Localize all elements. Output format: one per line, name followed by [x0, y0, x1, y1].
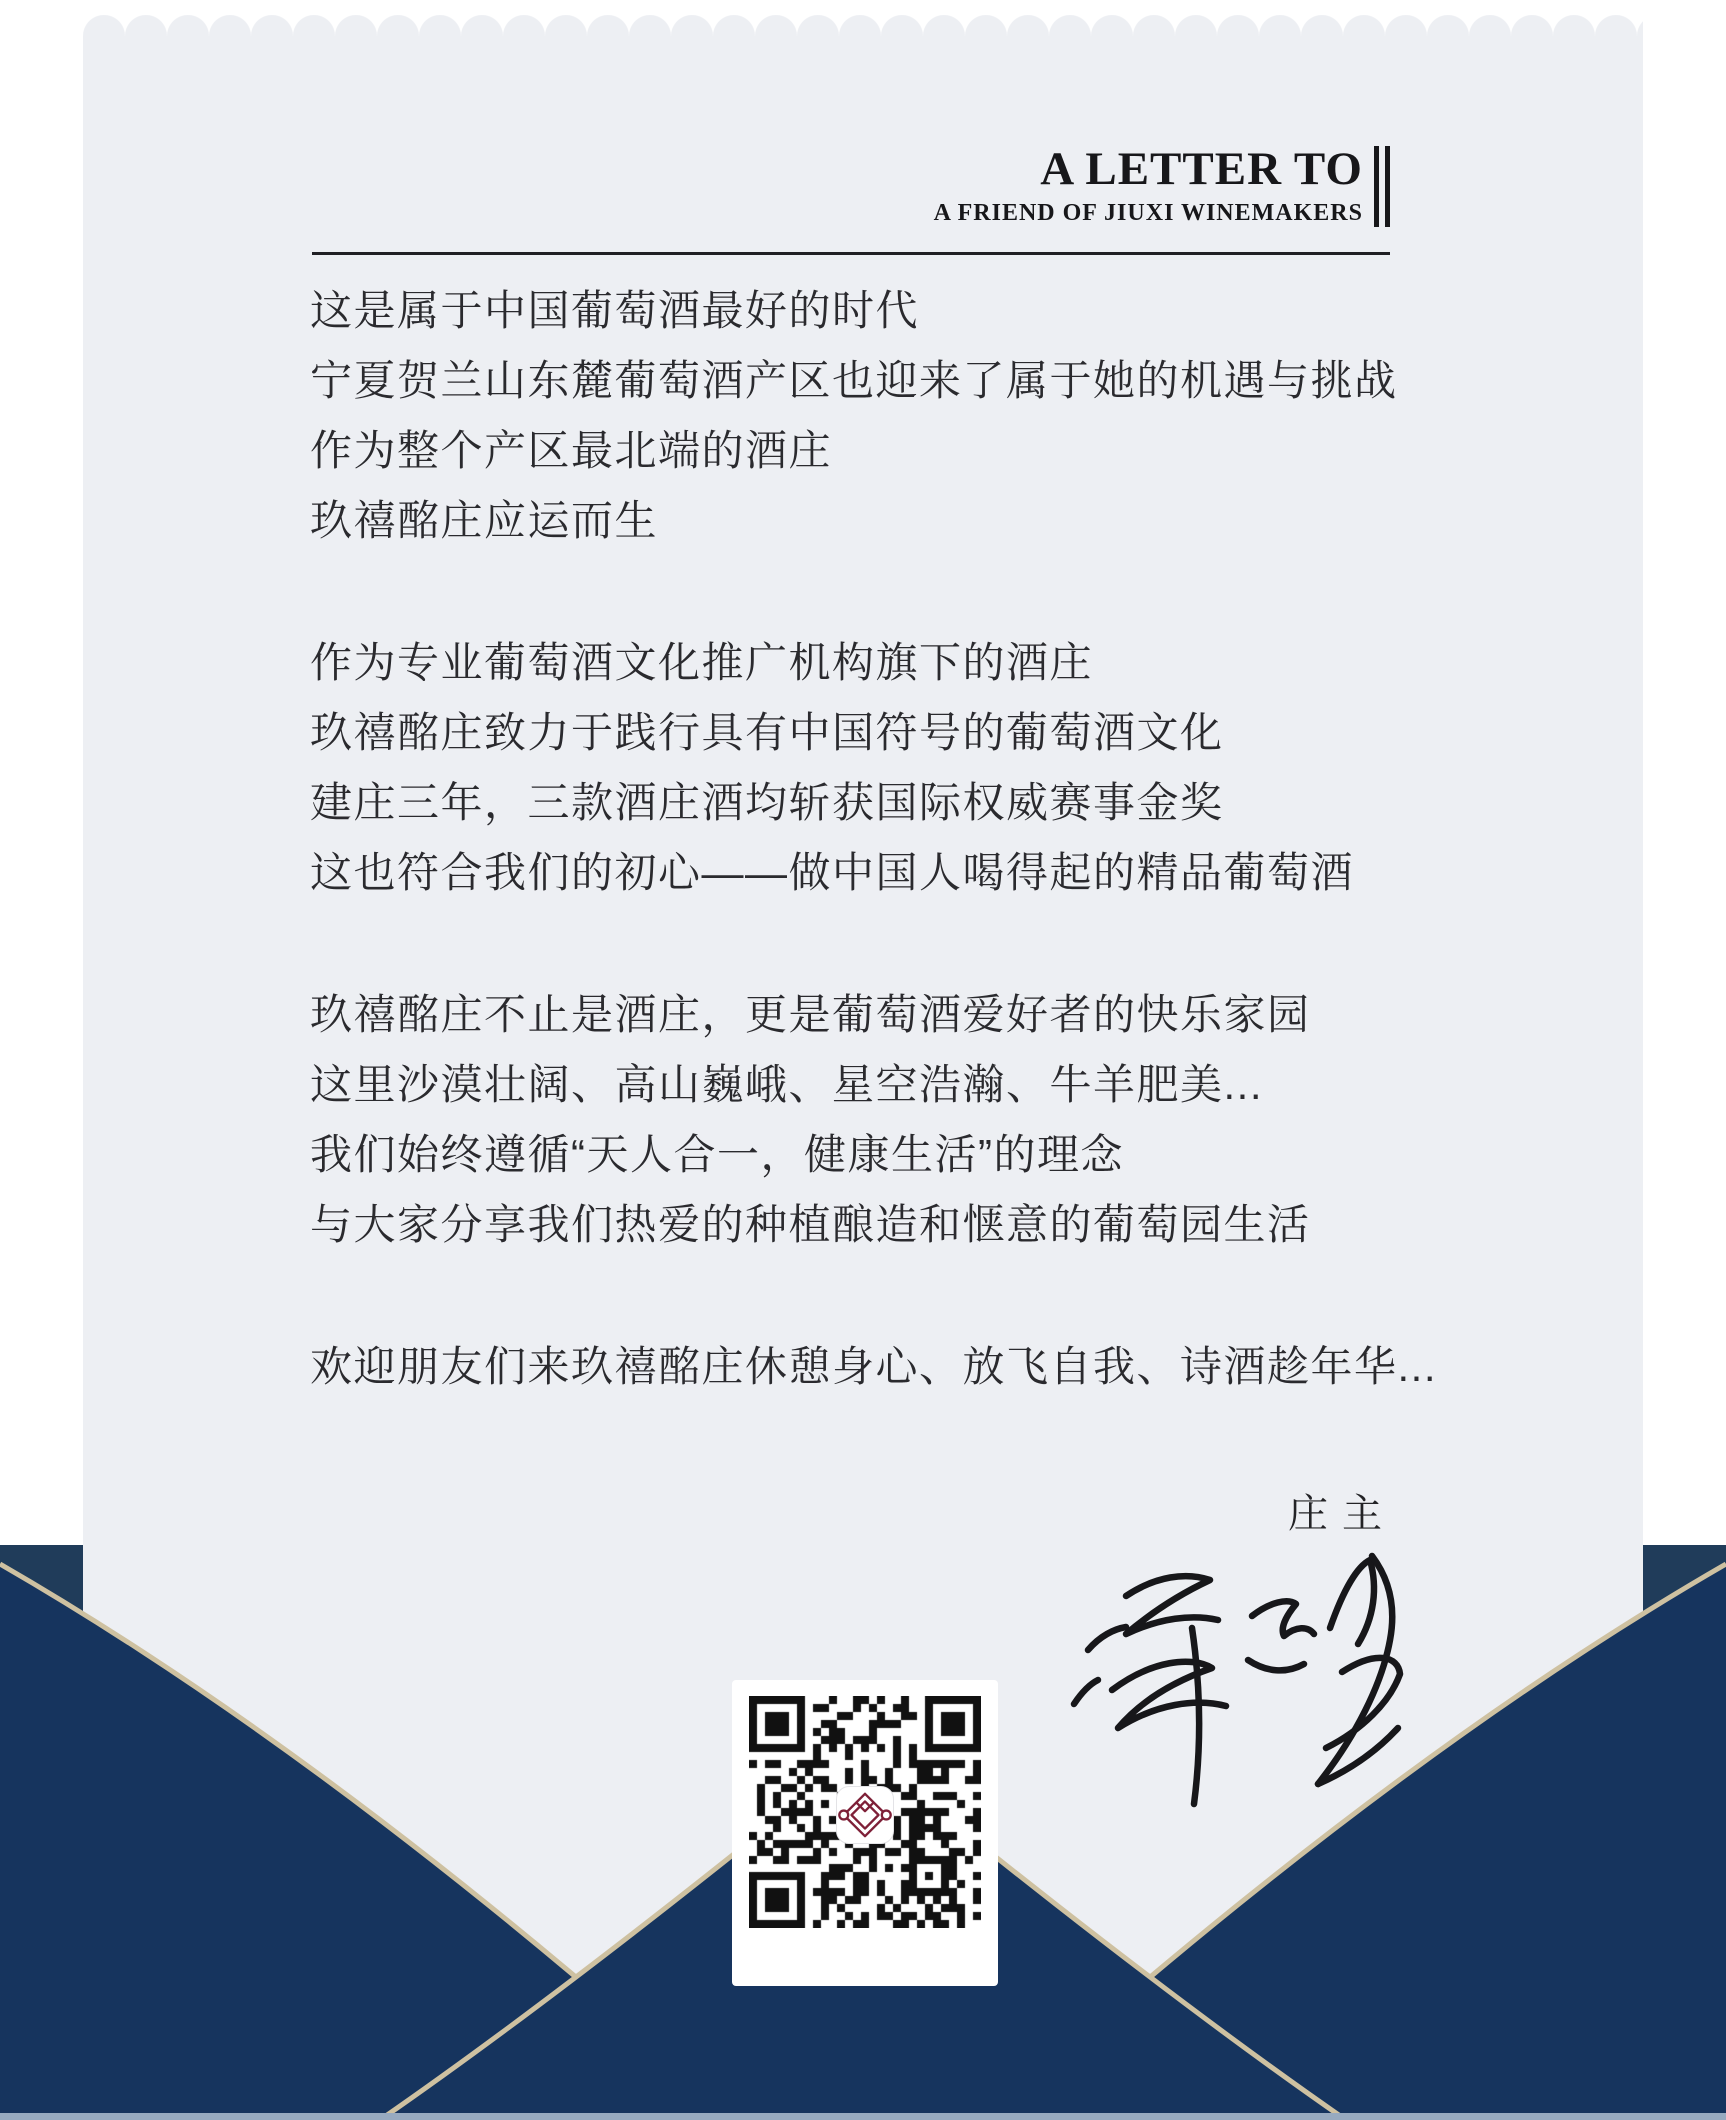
- letter-line: 作为专业葡萄酒文化推广机构旗下的酒庄: [310, 639, 1094, 686]
- letter-line: 这也符合我们的初心——做中国人喝得起的精品葡萄酒: [310, 849, 1355, 896]
- letter-line: 这里沙漠壮阔、高山巍峨、星空浩瀚、牛羊肥美...: [310, 1061, 1264, 1108]
- paragraph: [310, 628, 1450, 908]
- letter-line: 玖禧酩庄不止是酒庄，更是葡萄酒爱好者的快乐家园: [310, 991, 1311, 1038]
- letter-line: 玖禧酩庄致力于践行具有中国符号的葡萄酒文化: [310, 709, 1224, 756]
- owner-role-label: 庄主: [1288, 1492, 1396, 1536]
- letter-line: 欢迎朋友们来玖禧酩庄休憩身心、放飞自我、诗酒趁年华...: [310, 1343, 1438, 1390]
- paragraph: [310, 980, 1450, 1260]
- envelope-bottom-strip: [0, 2113, 1726, 2120]
- letter-line: 玖禧酩庄应运而生: [310, 497, 659, 544]
- letter-line: 这是属于中国葡萄酒最好的时代: [310, 287, 920, 334]
- diamond-knot-logo-icon: [836, 1786, 894, 1844]
- letter-line: 作为整个产区最北端的酒庄: [310, 427, 833, 474]
- paragraph: [310, 1332, 1450, 1402]
- header-subtitle: A FRIEND OF JIUXI WINEMAKERS: [933, 199, 1363, 226]
- qr-card: [732, 1680, 998, 1986]
- letter-line: 建庄三年，三款酒庄酒均斩获国际权威赛事金奖: [310, 779, 1224, 826]
- letter-line: 与大家分享我们热爱的种植酿造和惬意的葡萄园生活: [310, 1201, 1311, 1248]
- letter-header: [933, 143, 1390, 227]
- letter-body: [310, 276, 1450, 1474]
- letter-line: 我们始终遵循“天人合一，健康生活”的理念: [310, 1131, 1124, 1178]
- header-title: A LETTER TO: [1040, 143, 1363, 195]
- double-bar-icon: [1374, 146, 1390, 227]
- header-rule: [312, 252, 1390, 255]
- letter-line: 宁夏贺兰山东麓葡萄酒产区也迎来了属于她的机遇与挑战: [310, 357, 1398, 404]
- paragraph: [310, 276, 1450, 556]
- paper-scalloped-edge: [83, 15, 1643, 37]
